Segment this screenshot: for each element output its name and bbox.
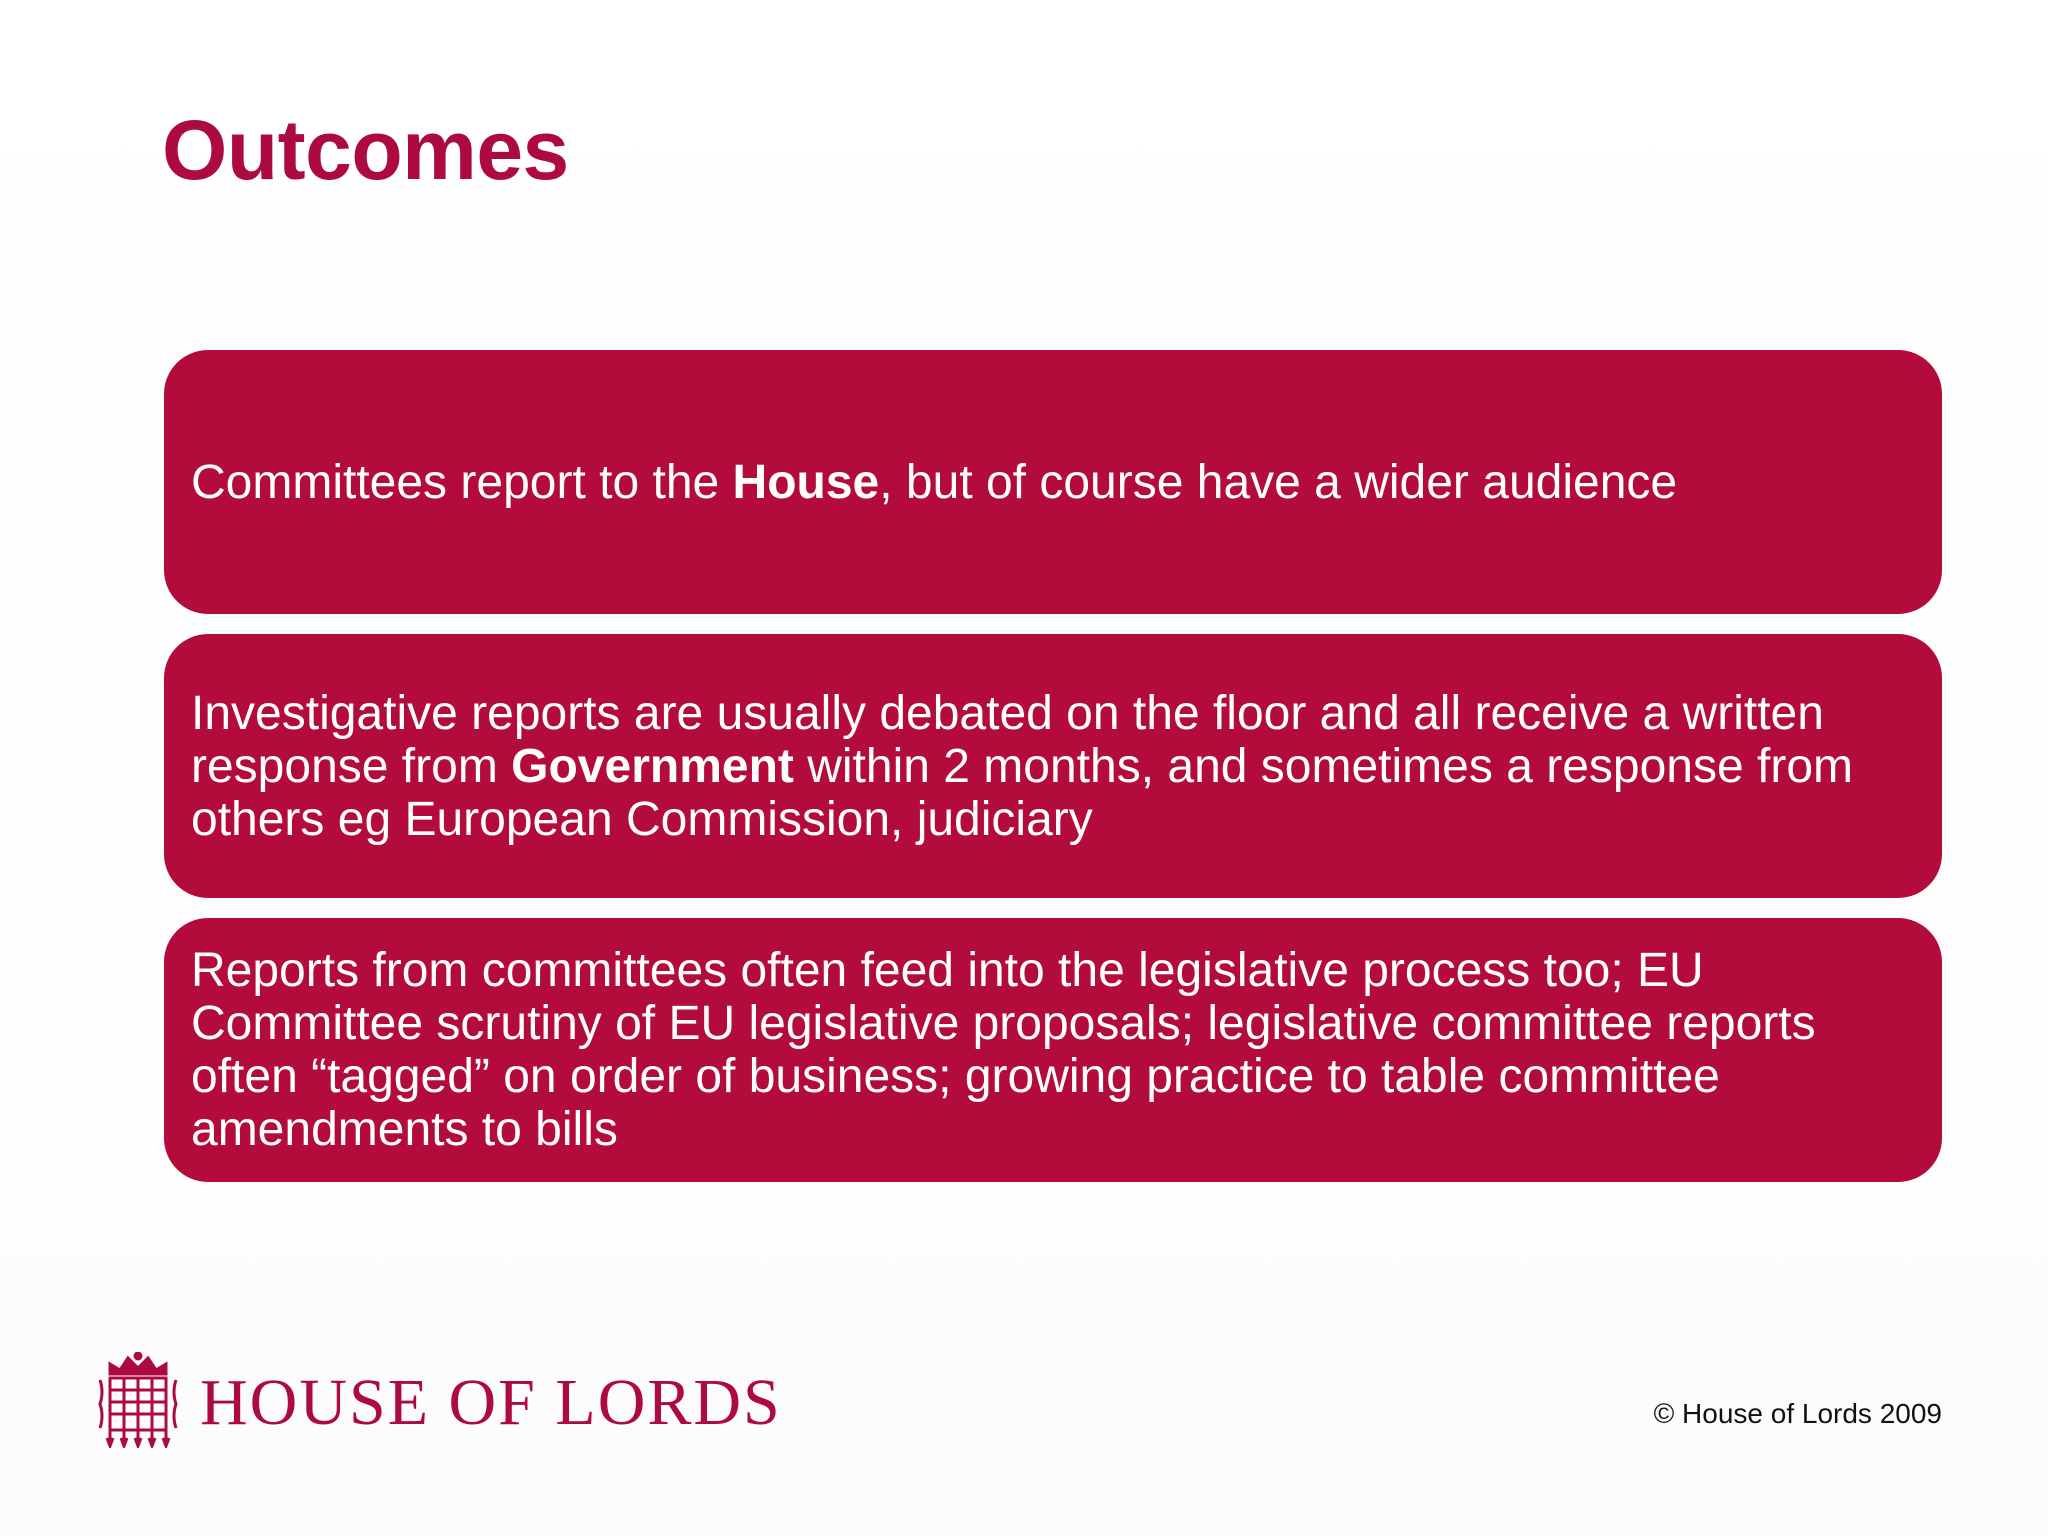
outcome-1-seg-2: House: [732, 455, 880, 509]
outcome-box-3: [164, 918, 1942, 1182]
outcome-2-seg-1: Investigative reports are usually debated on the floor and all receive a written response from: [191, 686, 1824, 793]
outcome-3-seg-1: Reports from committees often feed into the legislative process too; EU Committee scrutiny of EU legislative proposals; legislative committee reports often “tagged” on order of business; growing practice to table committee amendments to bills: [191, 944, 1816, 1156]
copyright-notice: © House of Lords 2009: [1653, 1398, 1942, 1429]
slide-title: Outcomes: [162, 103, 569, 197]
outcome-text-3: [191, 944, 1912, 1156]
logo-text: HOUSE OF LORDS: [200, 1366, 782, 1439]
outcome-1-seg-1: Committees report to the: [191, 455, 733, 509]
outcome-box-1: [164, 350, 1942, 614]
outcome-text-1: [191, 456, 1677, 509]
house-of-lords-logo: [96, 1352, 782, 1448]
outcome-2-seg-2: Government: [511, 739, 794, 793]
outcome-text-2: [191, 687, 1912, 846]
outcome-2-seg-3: within 2 months, and sometimes a response from others eg European Commission, judiciary: [191, 739, 1854, 846]
portcullis-icon: [96, 1352, 180, 1448]
outcome-1-seg-3: , but of course have a wider audience: [879, 455, 1678, 509]
outcome-box-2: [164, 634, 1942, 898]
